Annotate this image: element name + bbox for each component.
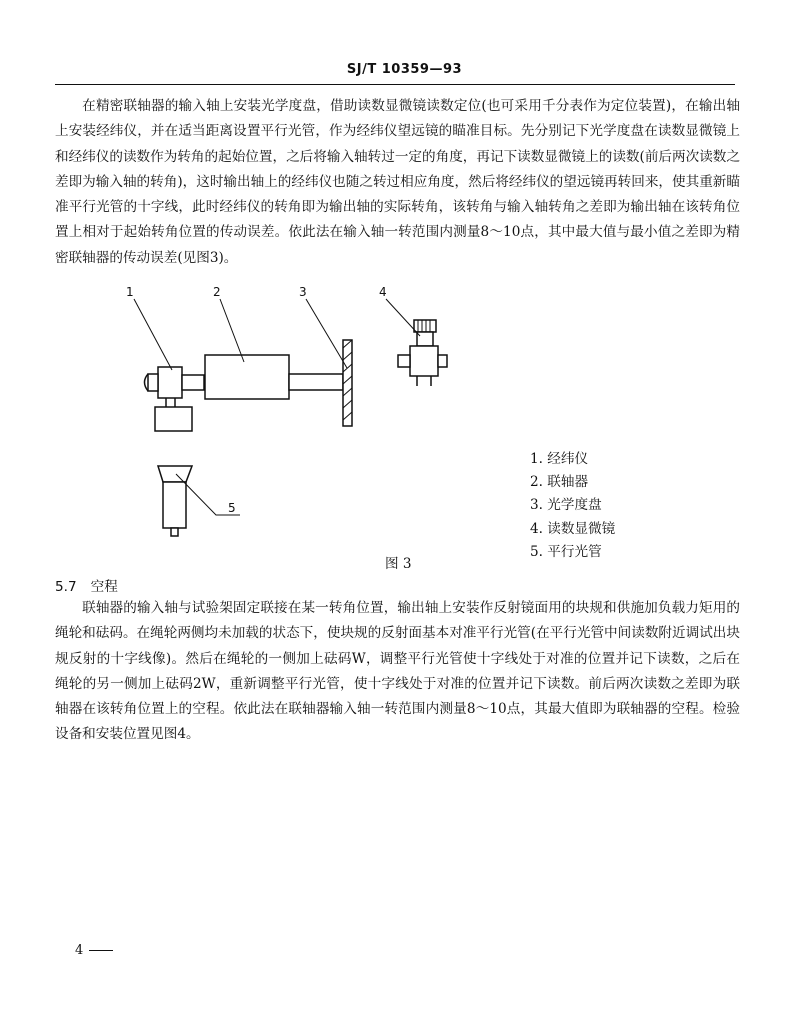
paragraph-2 bbox=[55, 596, 740, 748]
legend-item: 4. 读数显微镜 bbox=[530, 520, 616, 537]
optical-dial-drawing bbox=[289, 340, 352, 426]
page-header: SJ/T 10359—93 bbox=[346, 62, 463, 77]
section-title: 空程 bbox=[90, 579, 118, 595]
callout-3: 3 bbox=[299, 285, 307, 299]
legend-item: 3. 光学度盘 bbox=[530, 497, 602, 514]
coupling-drawing bbox=[205, 355, 289, 399]
page-number: 4 bbox=[75, 943, 113, 958]
callout-1: 1 bbox=[126, 285, 134, 299]
legend-item: 5. 平行光管 bbox=[530, 543, 602, 560]
paragraph-1-text: 在精密联轴器的输入轴上安装光学度盘，借助读数显微镜读数定位(也可采用千分表作为定位装置)，在输出轴上安装经纬仪，并在适当距离设置平行光管，作为经纬仪望远镜的瞄准目标。先分别记下光学度盘在读数显微镜上和经纬仪的读数作为转角的起始位置，之后将输入轴转过一定的角度，再记下读数显微镜上的读数(前后两次读数之差即为输入轴的转角)，这时输出轴上的经纬仪也随之转过相应角度，然后将经纬仪的望远镜再转回来，使其重新瞄准平行光管的十字线，此时经纬仪的转角即为输出轴的实际转角，该转角与输入轴转角之差即为输出轴在该转角位置上相对于起始转角位置的传动误差。依此法在输入轴一转范围内测量8～10点，其中最大值与最小值之差即为精密联轴器的传动误差(见图3)。 bbox=[55, 98, 740, 266]
legend-item: 1. 经纬仪 bbox=[530, 451, 589, 467]
legend-item: 2. 联轴器 bbox=[530, 474, 589, 491]
reading-microscope-drawing bbox=[398, 320, 447, 386]
figure-legend bbox=[530, 448, 615, 564]
callout-2: 2 bbox=[213, 285, 221, 299]
figure-caption: 图 3 bbox=[385, 556, 412, 572]
section-number: 5.7 bbox=[55, 579, 77, 595]
paragraph-2-text: 联轴器的输入轴与试验架固定联接在某一转角位置，输出轴上安装作反射镜面用的块规和供施加负载力矩用的绳轮和砝码。在绳轮两侧均未加载的状态下，使块规的反射面基本对准平行光管(在平行光管中间读数附近调试出块规反射的十字线像)。然后在绳轮的一侧加上砝码W，调整平行光管使十字线处于对准的位置并记下读数，之后在绳轮的另一侧加上砝码2W，重新调整平行光管，使十字线处于对准的位置并记下读数。前后两次读数之差即为联轴器在该转角位置上的空程。依此法在联轴器输入轴一转范围内测量8～10点，其最大值即为联轴器的空程。检验设备和安装位置见图4。 bbox=[55, 600, 740, 743]
collimator-drawing bbox=[158, 466, 192, 536]
callout-4: 4 bbox=[379, 285, 387, 299]
callout-5: 5 bbox=[228, 501, 236, 515]
theodolite-drawing bbox=[145, 367, 205, 431]
section-heading bbox=[55, 575, 118, 595]
